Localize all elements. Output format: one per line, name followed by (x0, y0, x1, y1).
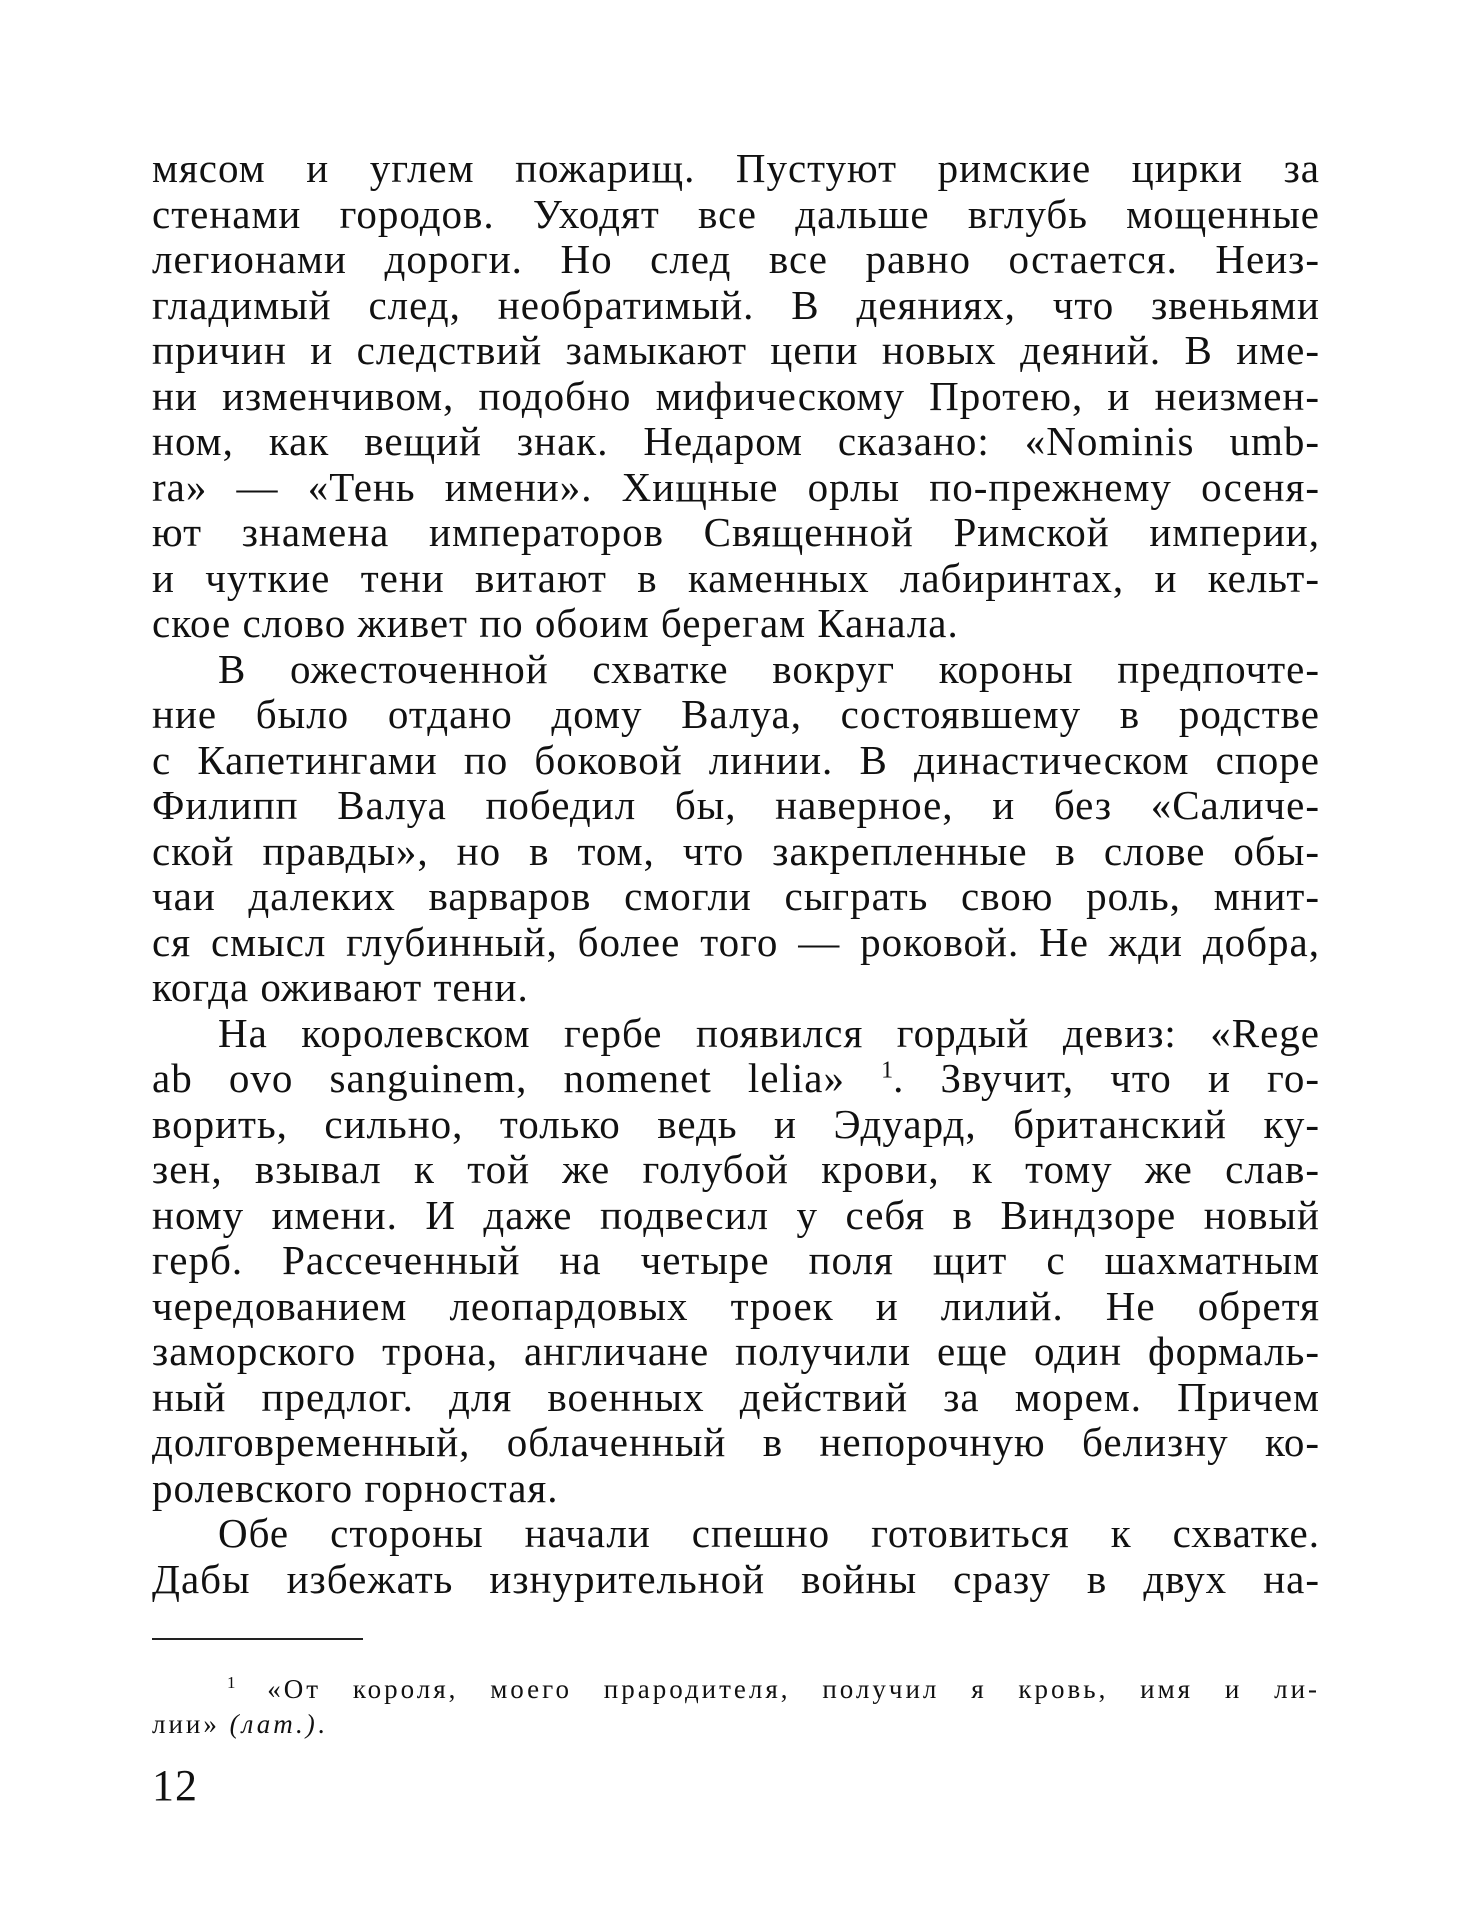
text-line: Дабы избежать изнурительной войны сразу в двух на- (152, 1556, 1320, 1602)
text-line: ный предлог. для военных действий за морем. Причем (152, 1374, 1320, 1420)
footnote-line (152, 1707, 1320, 1742)
text-line: заморского трона, англичане получили еще один формаль- (152, 1329, 1320, 1374)
text-line: гладимый след, необратимый. В деяниях, что звеньями (152, 282, 1320, 328)
footnote-text: «От короля, моего прародителя, получил я кровь, имя и ли- (267, 1674, 1320, 1704)
text-span: ab ovo sanguinem, nomenet lelia» (152, 1056, 882, 1101)
text-line: ному имени. И даже подвесил у себя в Виндзоре новый (152, 1192, 1320, 1238)
text-line: ние было отдано дому Валуа, состоявшему в родстве (152, 692, 1320, 737)
main-text (152, 146, 1320, 1602)
footnote-rule (152, 1638, 363, 1640)
text-line: легионами дороги. Но след все равно остается. Неиз- (152, 237, 1320, 282)
text-line: ra» — «Тень имени». Хищные орлы по-прежнему осеня- (152, 464, 1320, 510)
text-line: В ожесточенной схватке вокруг короны предпочте- (218, 646, 1320, 692)
paragraph (152, 1511, 1320, 1602)
text-line: долговременный, облаченный в непорочную белизну ко- (152, 1420, 1320, 1465)
text-line: чередованием леопардовых троек и лилий. Не обретя (152, 1283, 1320, 1329)
text-line: и чуткие тени витают в каменных лабиринтах, и кельт- (152, 555, 1320, 601)
text-line (152, 1056, 1320, 1102)
text-line: ни изменчивом, подобно мифическому Протею, и неизмен- (152, 373, 1320, 419)
footnote-line (152, 1672, 1320, 1707)
text-line: Филипп Валуа победил бы, наверное, и без «Саличе- (152, 783, 1320, 828)
footnote (152, 1672, 1320, 1742)
text-line: ном, как вещий знак. Недаром сказано: «Nominis umb- (152, 419, 1320, 464)
text-line: На королевском гербе появился гордый девиз: «Rege (218, 1010, 1320, 1056)
text-line: Обе стороны начали спешно готовиться к схватке. (218, 1511, 1320, 1556)
text-line: герб. Рассеченный на четыре поля щит с шахматным (152, 1238, 1320, 1283)
text-line: чаи далеких варваров смогли сыграть свою роль, мнит- (152, 874, 1320, 919)
footnote-marker: 1 (227, 1673, 236, 1692)
paragraph (152, 647, 1320, 1011)
text-line: ют знамена императоров Священной Римской империи, (152, 510, 1320, 555)
text-line: когда оживают тени. (152, 965, 529, 1010)
text-line: ролевского горностая. (152, 1465, 559, 1511)
footnote-reference-marker: 1 (881, 1057, 894, 1084)
text-line: причин и следствий замыкают цепи новых деяний. В име- (152, 328, 1320, 373)
footnote-text: лии» (152, 1709, 230, 1739)
footnote-text: . (317, 1709, 328, 1739)
text-line: с Капетингами по боковой линии. В династическом споре (152, 737, 1320, 783)
text-line: зен, взывал к той же голубой крови, к тому же слав- (152, 1147, 1320, 1192)
text-line: мясом и углем пожарищ. Пустуют римские цирки за (152, 146, 1320, 191)
text-span: . Звучит, что и го- (893, 1056, 1320, 1101)
footnote-language-note: (лат.) (229, 1709, 318, 1739)
text-line: ся смысл глубинный, более того — роковой. Не жди добра, (152, 919, 1320, 965)
paragraph (152, 1011, 1320, 1512)
page-number: 12 (152, 1761, 198, 1810)
paragraph (152, 146, 1320, 647)
text-line: стенами городов. Уходят все дальше вглубь мощенные (152, 191, 1320, 237)
text-line: ворить, сильно, только ведь и Эдуард, британский ку- (152, 1101, 1320, 1147)
text-line: ской правды», но в том, что закрепленные в слове обы- (152, 828, 1320, 874)
text-line: ское слово живет по обоим берегам Канала. (152, 601, 959, 646)
